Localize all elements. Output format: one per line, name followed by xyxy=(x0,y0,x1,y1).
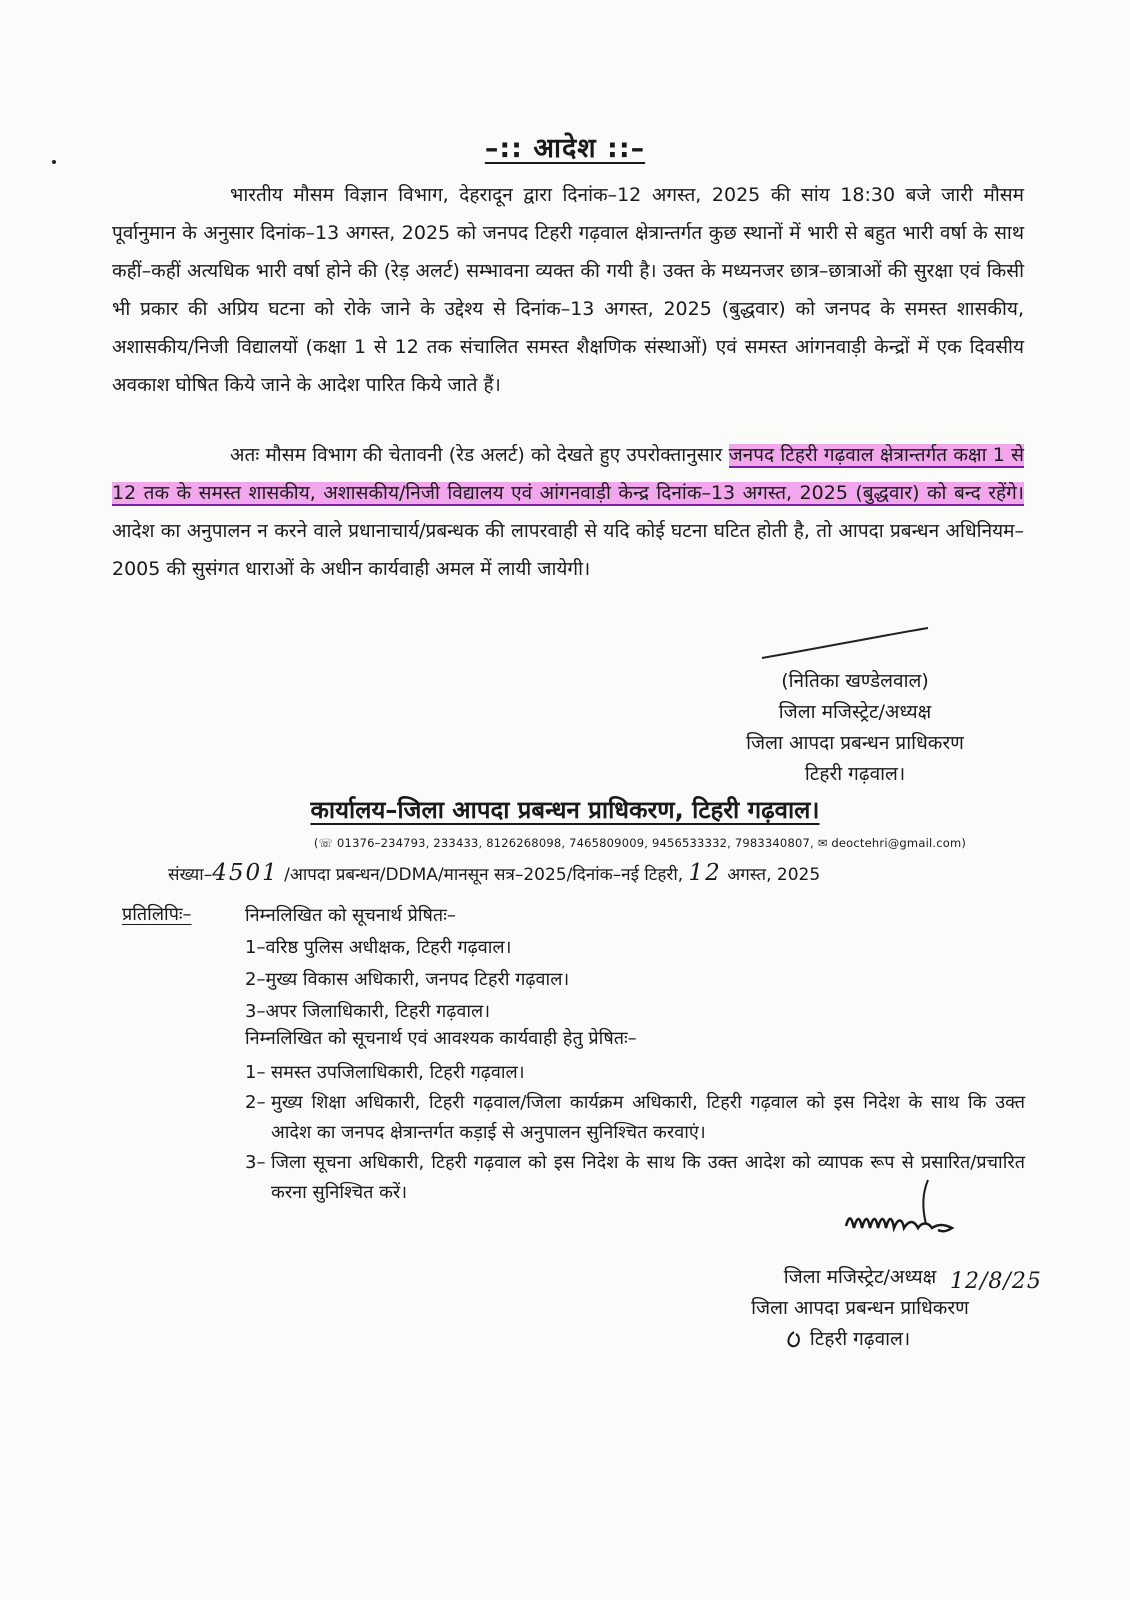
reference-suffix: अगस्त, 2025 xyxy=(727,865,821,885)
copy-label: प्रतिलिपिः– xyxy=(122,904,192,925)
handwritten-date: 12/8/25 xyxy=(950,1269,1042,1294)
paragraph-2-intro: अतः मौसम विभाग की चेतावनी (रेड अलर्ट) को देखते हुए उपरोक्तानुसार xyxy=(230,444,729,466)
copy-intro-1: निम्नलिखित को सूचनार्थ प्रेषितः– xyxy=(245,905,456,926)
signatory-place: टिहरी गढ़वाल। xyxy=(809,1328,911,1350)
reference-day-handwritten: 12 xyxy=(688,860,722,886)
paragraph-2-warning: आदेश का अनुपालन न करने वाले प्रधानाचार्य/प्रबन्धक की लापरवाही से यदि कोई घटना घटित होती है, तो आपदा प्रबन्धन अधिनियम–2005 की सुसंगत धाराओं के अधीन कार्यवाही अमल में लायी जायेगी। xyxy=(112,520,1024,580)
action-recipient xyxy=(245,1148,1025,1208)
item-text: समस्त उपजिलाधिकारी, टिहरी गढ़वाल। xyxy=(271,1062,525,1083)
signatory-authority: जिला आपदा प्रबन्धन प्राधिकरण xyxy=(751,1297,969,1319)
reference-number-handwritten: 4501 xyxy=(212,860,279,886)
signatory-block-1 xyxy=(700,666,1010,790)
item-number: 3– xyxy=(245,1152,266,1173)
item-number: 1– xyxy=(245,1062,266,1083)
signature-stroke-2 xyxy=(846,1218,952,1231)
highlighted-closure-notice: जनपद टिहरी गढ़वाल क्षेत्रान्तर्गत कक्षा 1 से 12 तक के समस्त शासकीय, अशासकीय/निजी विद्यालय एवं आंगनवाड़ी केन्द्र दिनांक–13 अगस्त, 2025 (बुद्धवार) को बन्द रहेंगे। xyxy=(112,444,1024,504)
signature-stroke-1 xyxy=(762,628,928,658)
copy-section-1 xyxy=(245,900,569,1028)
item-text: मुख्य शिक्षा अधिकारी, टिहरी गढ़वाल/जिला कार्यक्रम अधिकारी, टिहरी गढ़वाल को इस निदेश के साथ कि उक्त आदेश का जनपद क्षेत्रान्तर्गत कड़ाई से अनुपालन सुनिश्चित करवाएं। xyxy=(271,1092,1025,1143)
order-paragraph-1: भारतीय मौसम विज्ञान विभाग, देहरादून द्वारा दिनांक–12 अगस्त, 2025 की सांय 18:30 बजे जारी मौसम पूर्वानुमान के अनुसार दिनांक–13 अगस्त, 2025 को जनपद टिहरी गढ़वाल क्षेत्रान्तर्गत कुछ स्थानों में भारी से बहुत भारी वर्षा के साथ कहीं–कहीं अत्यधिक भारी वर्षा होने की (रेड़ अलर्ट) सम्भावना व्यक्त की गयी है। उक्त के मध्यनजर छात्र–छात्राओं की सुरक्षा एवं किसी भी प्रकार की अप्रिय घटना को रोके जाने के उद्देश्य से दिनांक–13 अगस्त, 2025 (बुद्धवार) को जनपद के समस्त शासकीय, अशासकीय/निजी विद्यालयों (कक्षा 1 से 12 तक संचालित समस्त शैक्षणिक संस्थाओं) एवं समस्त आंगनवाड़ी केन्द्रों में एक दिवसीय अवकाश घोषित किये जाने के आदेश पारित किये जाते हैं। xyxy=(112,184,1024,396)
copy-recipient: 3–अपर जिलाधिकारी, टिहरी गढ़वाल। xyxy=(245,1001,491,1022)
signatory-name: (नितिका खण्डेलवाल) xyxy=(781,670,929,692)
item-number: 2– xyxy=(245,1092,266,1113)
signatory-place: टिहरी गढ़वाल। xyxy=(804,763,906,785)
action-recipient xyxy=(245,1058,1025,1088)
office-heading xyxy=(0,793,1130,826)
copy-intro-2: निम्नलिखित को सूचनार्थ एवं आवश्यक कार्यवाही हेतु प्रेषितः– xyxy=(245,1028,637,1049)
action-recipient xyxy=(245,1088,1025,1148)
copy-section-2 xyxy=(245,1024,1025,1208)
order-heading xyxy=(0,128,1130,165)
signatory-designation: जिला मजिस्ट्रेट/अध्यक्ष xyxy=(778,701,932,723)
order-heading-text: –:: आदेश ::– xyxy=(484,133,646,164)
reference-middle: /आपदा प्रबन्धन/DDMA/मानसून सत्र–2025/दिनांक–नई टिहरी, xyxy=(284,865,684,885)
copy-recipient: 1–वरिष्ठ पुलिस अधीक्षक, टिहरी गढ़वाल। xyxy=(245,937,512,958)
signatory-authority: जिला आपदा प्रबन्धन प्राधिकरण xyxy=(746,732,964,754)
signatory-block-2 xyxy=(700,1262,1042,1355)
item-text: जिला सूचना अधिकारी, टिहरी गढ़वाल को इस निदेश के साथ कि उक्त आदेश को व्यापक रूप से प्रसारित/प्रचारित करना सुनिश्चित करें। xyxy=(271,1152,1025,1203)
reference-line xyxy=(168,860,820,886)
signatory-designation-row xyxy=(700,1262,1042,1294)
copy-recipient: 2–मुख्य विकास अधिकारी, जनपद टिहरी गढ़वाल। xyxy=(245,969,570,990)
order-paragraph-2 xyxy=(112,436,1024,588)
office-heading-text: कार्यालय–जिला आपदा प्रबन्धन प्राधिकरण, टिहरी गढ़वाल। xyxy=(310,796,820,824)
signatory-designation: जिला मजिस्ट्रेट/अध्यक्ष xyxy=(783,1266,937,1288)
reference-prefix: संख्या– xyxy=(168,865,213,885)
contact-line: (☏ 01376–234793, 233433, 8126268098, 7465809009, 9456533332, 7983340807, ✉ deoctehri@gmail.com) xyxy=(313,836,967,850)
